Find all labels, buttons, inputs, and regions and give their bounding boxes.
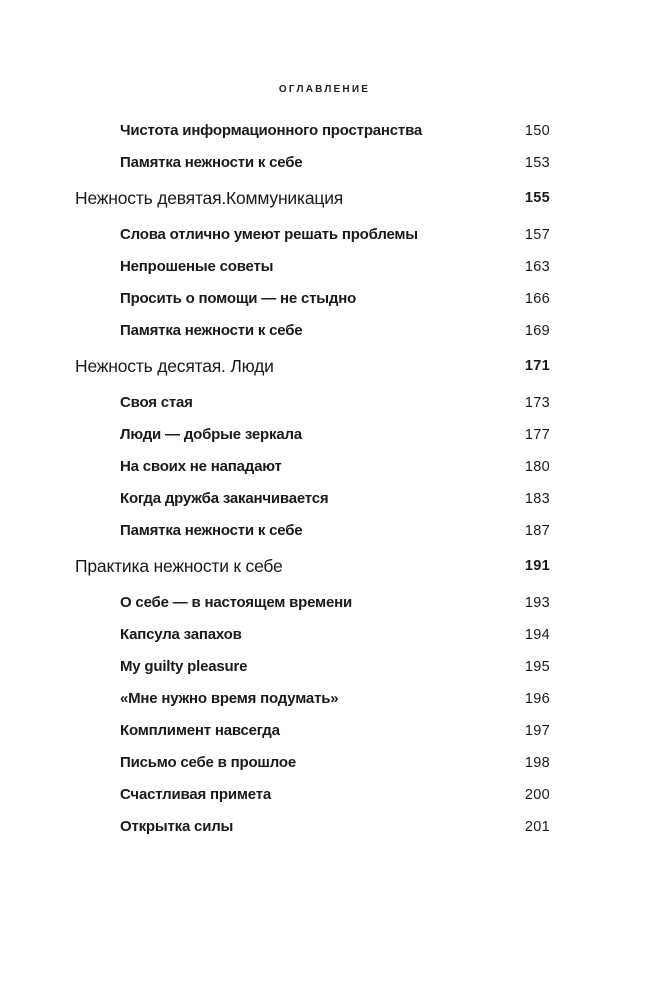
toc-entry xyxy=(75,752,550,784)
toc-chapter xyxy=(75,184,550,224)
toc-entry xyxy=(75,424,550,456)
toc-entry xyxy=(75,624,550,656)
toc-entry-title: Открытка силы xyxy=(120,818,234,835)
toc-chapter xyxy=(75,352,550,392)
toc-entry-page: 173 xyxy=(524,395,550,411)
toc-entry-title: Своя стая xyxy=(120,394,193,411)
toc-entry-page: 193 xyxy=(524,595,550,611)
toc-entry-page: 196 xyxy=(524,691,550,707)
toc-chapter-page: 191 xyxy=(524,558,550,574)
toc-entry-page: 194 xyxy=(524,627,550,643)
toc-entry-title: Чистота информационного пространства xyxy=(120,122,423,139)
toc-entry-page: 153 xyxy=(524,155,550,171)
toc-entry xyxy=(75,784,550,816)
toc-chapter-title: Нежность десятая. Люди xyxy=(75,356,274,376)
toc-entry xyxy=(75,592,550,624)
table-of-contents xyxy=(75,120,550,848)
toc-entry-title: Капсула запахов xyxy=(120,626,242,643)
toc-entry xyxy=(75,688,550,720)
toc-entry-title: Комплимент навсегда xyxy=(120,722,280,739)
toc-entry-page: 180 xyxy=(524,459,550,475)
toc-entry-title: Памятка нежности к себе xyxy=(120,322,303,339)
toc-chapter-page: 171 xyxy=(524,358,550,374)
toc-entry-title: Памятка нежности к себе xyxy=(120,154,303,171)
toc-entry-page: 187 xyxy=(524,523,550,539)
toc-entry xyxy=(75,456,550,488)
toc-entry-title: Когда дружба заканчивается xyxy=(120,490,329,507)
toc-entry xyxy=(75,288,550,320)
toc-entry-title: О себе — в настоящем времени xyxy=(120,594,352,611)
toc-entry-title: Счастливая примета xyxy=(120,786,271,803)
toc-entry-page: 163 xyxy=(524,259,550,275)
toc-entry xyxy=(75,720,550,752)
toc-entry xyxy=(75,520,550,552)
toc-entry-page: 157 xyxy=(524,227,550,243)
toc-entry-title: Непрошеные советы xyxy=(120,258,274,275)
toc-entry-title: Памятка нежности к себе xyxy=(120,522,303,539)
toc-entry-page: 183 xyxy=(524,491,550,507)
toc-entry xyxy=(75,224,550,256)
toc-entry-title: На своих не нападают xyxy=(120,458,282,475)
toc-entry-page: 166 xyxy=(524,291,550,307)
toc-entry-page: 195 xyxy=(524,659,550,675)
toc-chapter-title: Практика нежности к себе xyxy=(75,556,283,576)
toc-entry-title: Письмо себе в прошлое xyxy=(120,754,296,771)
toc-entry-page: 198 xyxy=(524,755,550,771)
toc-chapter-page: 155 xyxy=(524,190,550,206)
toc-entry-page: 201 xyxy=(524,819,550,835)
toc-chapter-title: Нежность девятая.Коммуникация xyxy=(75,188,344,208)
toc-entry xyxy=(75,816,550,848)
toc-entry-title: Просить о помощи — не стыдно xyxy=(120,290,357,307)
toc-entry xyxy=(75,320,550,352)
toc-entry xyxy=(75,256,550,288)
toc-entry-title: Люди — добрые зеркала xyxy=(120,426,302,443)
toc-entry xyxy=(75,120,550,152)
toc-entry-title: «Мне нужно время подумать» xyxy=(120,690,339,707)
toc-entry-title: Слова отлично умеют решать проблемы xyxy=(120,226,418,243)
toc-entry xyxy=(75,152,550,184)
toc-entry-page: 197 xyxy=(524,723,550,739)
toc-entry-page: 177 xyxy=(524,427,550,443)
toc-entry xyxy=(75,488,550,520)
toc-entry-page: 150 xyxy=(524,123,550,139)
toc-chapter xyxy=(75,552,550,592)
running-head: ОГЛАВЛЕНИЕ xyxy=(278,84,371,95)
toc-entry-page: 200 xyxy=(524,787,550,803)
toc-entry xyxy=(75,656,550,688)
toc-entry-title: My guilty pleasure xyxy=(120,658,248,675)
toc-entry xyxy=(75,392,550,424)
toc-entry-page: 169 xyxy=(524,323,550,339)
